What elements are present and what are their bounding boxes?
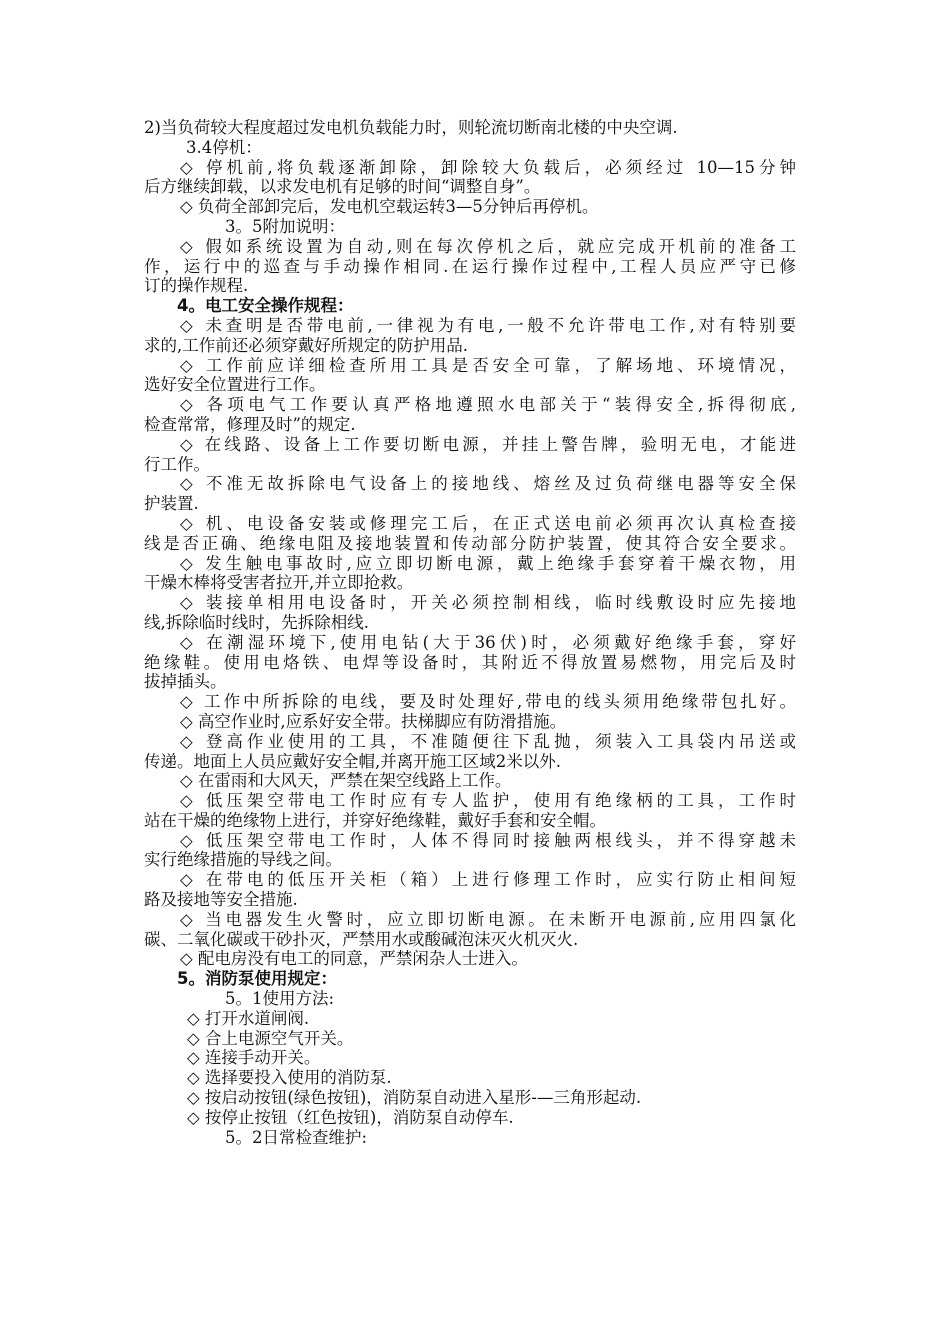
list-item: ◇ 按停止按钮（红色按钮)，消防泵自动停车. <box>187 1107 514 1127</box>
bullet-paragraph-line: ◇ 在潮湿环境下,使用电钻(大于36伏)时，必须戴好绝缘手套，穿好 <box>180 632 796 652</box>
paragraph-continuation-line: 绝缘鞋。使用电烙铁、电焊等设备时，其附近不得放置易燃物，用完后及时 <box>144 652 796 672</box>
bullet-paragraph-line: ◇ 停机前,将负载逐渐卸除，卸除较大负载后，必须经过 10—15分钟 <box>180 157 796 177</box>
section-heading: 4。电工安全操作规程： <box>177 296 354 316</box>
paragraph-continuation-line: 检查常常，修理及时”的规定. <box>144 414 356 434</box>
section-subheading: 3.4停机： <box>186 137 262 157</box>
bullet-paragraph-line: ◇ 各项电气工作要认真严格地遵照水电部关于“装得安全,拆得彻底, <box>180 395 796 415</box>
list-item: ◇ 合上电源空气开关。 <box>187 1028 354 1048</box>
text-line: 2)当负荷较大程度超过发电机负载能力时，则轮流切断南北楼的中央空调. <box>144 118 678 137</box>
paragraph-continuation-line: 干燥木棒将受害者拉开,并立即抢救。 <box>144 573 414 593</box>
bullet-paragraph-line: ◇ 高空作业时,应系好安全带。扶梯脚应有防滑措施。 <box>180 711 567 731</box>
list-item: ◇ 选择要投入使用的消防泵. <box>187 1068 392 1088</box>
paragraph-continuation-line: 站在干燥的绝缘物上进行，并穿好绝缘鞋，戴好手套和安全帽。 <box>144 810 606 830</box>
paragraph-continuation-line: 拔掉插头。 <box>144 672 227 692</box>
list-item: ◇ 打开水道闸阀. <box>187 1008 310 1028</box>
paragraph-continuation-line: 传递。地面上人员应戴好安全帽,并离开施工区域2米以外. <box>144 751 561 771</box>
bullet-paragraph-line: ◇ 假如系统设置为自动,则在每次停机之后，就应完成开机前的准备工 <box>180 236 796 256</box>
section-heading: 5。消防泵使用规定： <box>177 969 337 989</box>
bullet-paragraph-line: ◇ 在雷雨和大风天，严禁在架空线路上工作。 <box>180 771 512 791</box>
paragraph-continuation-line: 求的,工作前还必须穿戴好所规定的防护用品. <box>144 335 468 355</box>
section-subheading: 5。2日常检查维护: <box>225 1127 368 1147</box>
paragraph-continuation-line: 订的操作规程. <box>144 276 249 296</box>
bullet-paragraph-line: ◇ 机、电设备安装或修理完工后，在正式送电前必须再次认真检查接 <box>180 513 796 533</box>
paragraph-continuation-line: 作，运行中的巡查与手动操作相同.在运行操作过程中,工程人员应严守已修 <box>144 256 796 276</box>
paragraph-continuation-line: 路及接地等安全措施. <box>144 890 298 910</box>
bullet-paragraph-line: ◇ 低压架空带电工作时应有专人监护，使用有绝缘柄的工具，工作时 <box>180 791 796 811</box>
bullet-paragraph-line: ◇ 工作中所拆除的电线，要及时处理好,带电的线头须用绝缘带包扎好。 <box>180 692 796 712</box>
paragraph-continuation-line: 碳、二氧化碳或干砂扑灭，严禁用水或酸碱泡沫灭火机灭火. <box>144 929 579 949</box>
bullet-paragraph-line: ◇ 在带电的低压开关柜（箱）上进行修理工作时，应实行防止相间短 <box>180 870 796 890</box>
bullet-paragraph-line: ◇ 不准无故拆除电气设备上的接地线、熔丝及过负荷继电器等安全保 <box>180 474 796 494</box>
document-body <box>144 118 796 1147</box>
list-item: ◇ 连接手动开关。 <box>187 1048 321 1068</box>
paragraph-continuation-line: 线,拆除临时线时，先拆除相线. <box>144 612 369 632</box>
paragraph-continuation-line: 护装置. <box>144 494 199 514</box>
paragraph-continuation-line: 后方继续卸载，以求发电机有足够的时间“调整自身”。 <box>144 177 541 197</box>
bullet-paragraph-line: ◇ 配电房没有电工的同意，严禁闲杂人士进入。 <box>180 949 528 969</box>
bullet-paragraph-line: ◇ 当电器发生火警时，应立即切断电源。在未断开电源前,应用四氯化 <box>180 909 796 929</box>
bullet-paragraph-line: ◇ 装接单相用电设备时，开关必须控制相线，临时线敷设时应先接地 <box>180 593 796 613</box>
bullet-paragraph-line: ◇ 负荷全部卸完后，发电机空载运转3—5分钟后再停机。 <box>180 197 599 217</box>
paragraph-continuation-line: 实行绝缘措施的导线之间。 <box>144 850 342 870</box>
section-subheading: 5。1使用方法: <box>225 989 335 1009</box>
paragraph-continuation-line: 线是否正确、绝缘电阻及接地装置和传动部分防护装置，使其符合安全要求。 <box>144 533 796 553</box>
bullet-paragraph-line: ◇ 发生触电事故时,应立即切断电源，戴上绝缘手套穿着干燥衣物，用 <box>180 553 796 573</box>
bullet-paragraph-line: ◇ 工作前应详细检查所用工具是否安全可靠，了解场地、环境情况， <box>180 355 796 375</box>
bullet-paragraph-line: ◇ 在线路、设备上工作要切断电源，并挂上警告牌，验明无电，才能进 <box>180 434 796 454</box>
paragraph-continuation-line: 行工作。 <box>144 454 210 474</box>
section-subheading: 3。5附加说明： <box>225 216 345 236</box>
bullet-paragraph-line: ◇ 低压架空带电工作时，人体不得同时接触两根线头，并不得穿越未 <box>180 830 796 850</box>
paragraph-continuation-line: 选好安全位置进行工作。 <box>144 375 326 395</box>
bullet-paragraph-line: ◇ 登高作业使用的工具，不准随便往下乱抛，须装入工具袋内吊送或 <box>180 731 796 751</box>
bullet-paragraph-line: ◇ 未查明是否带电前,一律视为有电,一般不允许带电工作,对有特别要 <box>180 315 796 335</box>
list-item: ◇ 按启动按钮(绿色按钮)，消防泵自动进入星形-—三角形起动. <box>187 1088 642 1108</box>
